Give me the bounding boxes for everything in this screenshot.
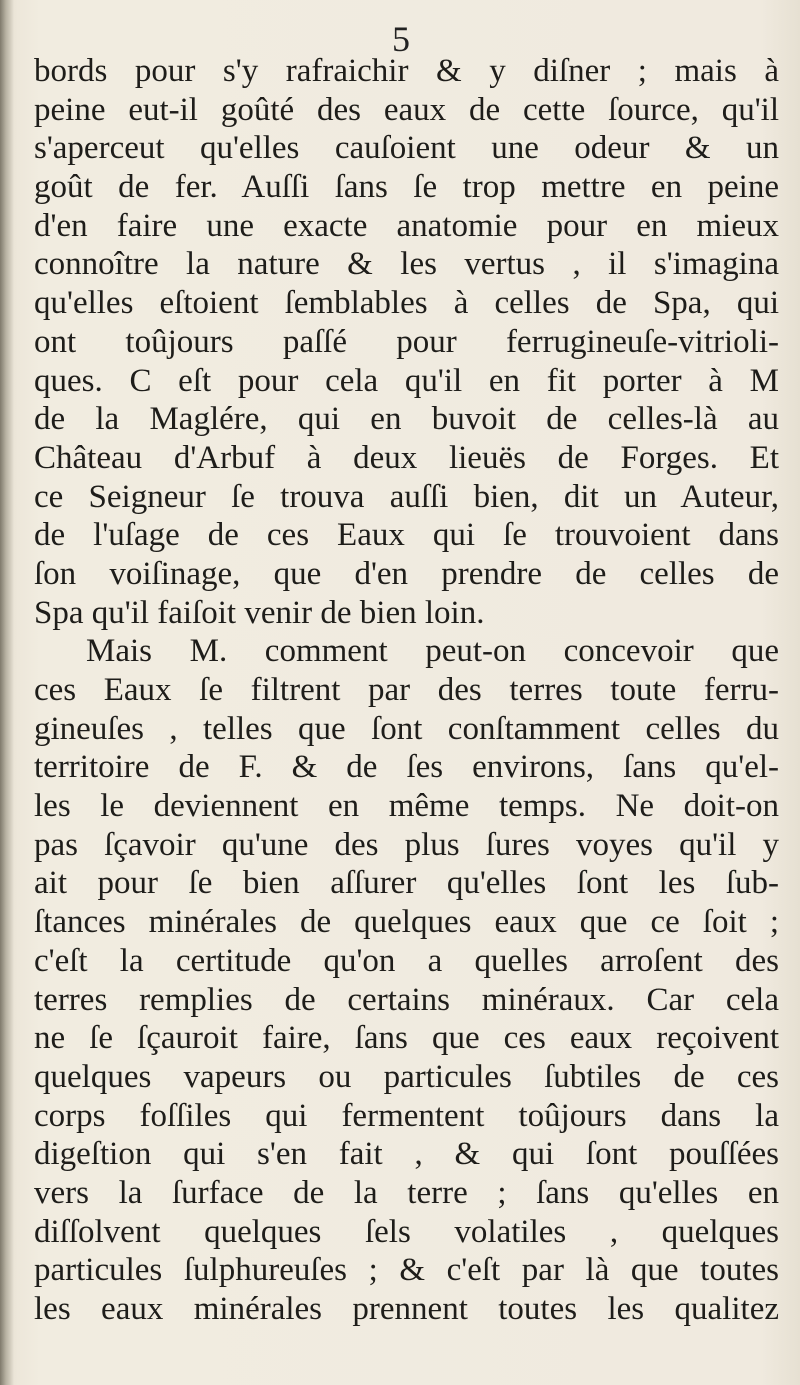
text-line: qu'elles eſtoient ſemblables à celles de Spa, qui [34, 285, 779, 322]
text-line: connoître la nature & les vertus , il s'imagina [34, 246, 779, 283]
text-line: diſſolvent quelques ſels volatiles , quelques [34, 1213, 779, 1250]
text-line: c'eſt la certitude qu'on a quelles arroſent des [34, 942, 779, 979]
text-line: ſon voiſinage, que d'en prendre de celles de [34, 555, 779, 592]
text-line: quelques vapeurs ou particules ſubtiles de ces [34, 1058, 779, 1095]
text-line: territoire de F. & de ſes environs, ſans qu'el- [34, 749, 779, 786]
text-line: ait pour ſe bien aſſurer qu'elles ſont les ſub- [34, 865, 779, 902]
text-line: de l'uſage de ces Eaux qui ſe trouvoient dans [34, 517, 779, 554]
text-line: les le deviennent en même temps. Ne doit-on [34, 788, 779, 825]
text-line: bords pour s'y rafraichir & y diſner ; mais à [34, 53, 779, 89]
text-line: ces Eaux ſe filtrent par des terres toute ferru- [34, 672, 779, 708]
text-line: ce Seigneur ſe trouva auſſi bien, dit un Auteur, [34, 478, 779, 515]
text-line: corps foſſiles qui fermentent toûjours dans la [34, 1097, 779, 1134]
page-number: 5 [392, 19, 410, 59]
binding-gutter [0, 0, 14, 1385]
text-line: de la Maglére, qui en buvoit de celles-là au [34, 401, 779, 438]
body-text [34, 52, 779, 1329]
text-line: goût de fer. Auſſi ſans ſe trop mettre en peine [34, 169, 779, 206]
text-line: ques. C eſt pour cela qu'il en fit porter à M [34, 362, 779, 399]
text-line: particules ſulphureuſes ; & c'eſt par là que toutes [34, 1252, 779, 1289]
text-line: peine eut-il goûté des eaux de cette ſource, qu'il [34, 91, 779, 128]
text-line: Mais M. comment peut-on concevoir que [86, 633, 779, 670]
text-line: d'en faire une exacte anatomie pour en mieux [34, 207, 779, 244]
text-line: les eaux minérales prennent toutes les qualitez [34, 1291, 779, 1327]
text-line: gineuſes , telles que ſont conſtamment celles du [34, 710, 779, 747]
text-line: digeſtion qui s'en fait , & qui ſont pouſſées [34, 1136, 779, 1173]
text-line: vers la ſurface de la terre ; ſans qu'elles en [34, 1174, 779, 1211]
text-line: ont toûjours paſſé pour ferrugineuſe-vitrioli- [34, 323, 779, 360]
text-line: ne ſe ſçauroit faire, ſans que ces eaux reçoivent [34, 1020, 779, 1057]
text-line: terres remplies de certains minéraux. Car cela [34, 981, 779, 1018]
text-line: s'aperceut qu'elles cauſoient une odeur & un [34, 130, 779, 167]
text-line: Château d'Arbuf à deux lieuës de Forges. Et [34, 439, 779, 476]
text-line: Spa qu'il faiſoit venir de bien loin. [34, 594, 485, 631]
text-line: pas ſçavoir qu'une des plus ſures voyes qu'il y [34, 826, 779, 863]
text-line: ſtances minérales de quelques eaux que ce ſoit ; [34, 904, 779, 941]
